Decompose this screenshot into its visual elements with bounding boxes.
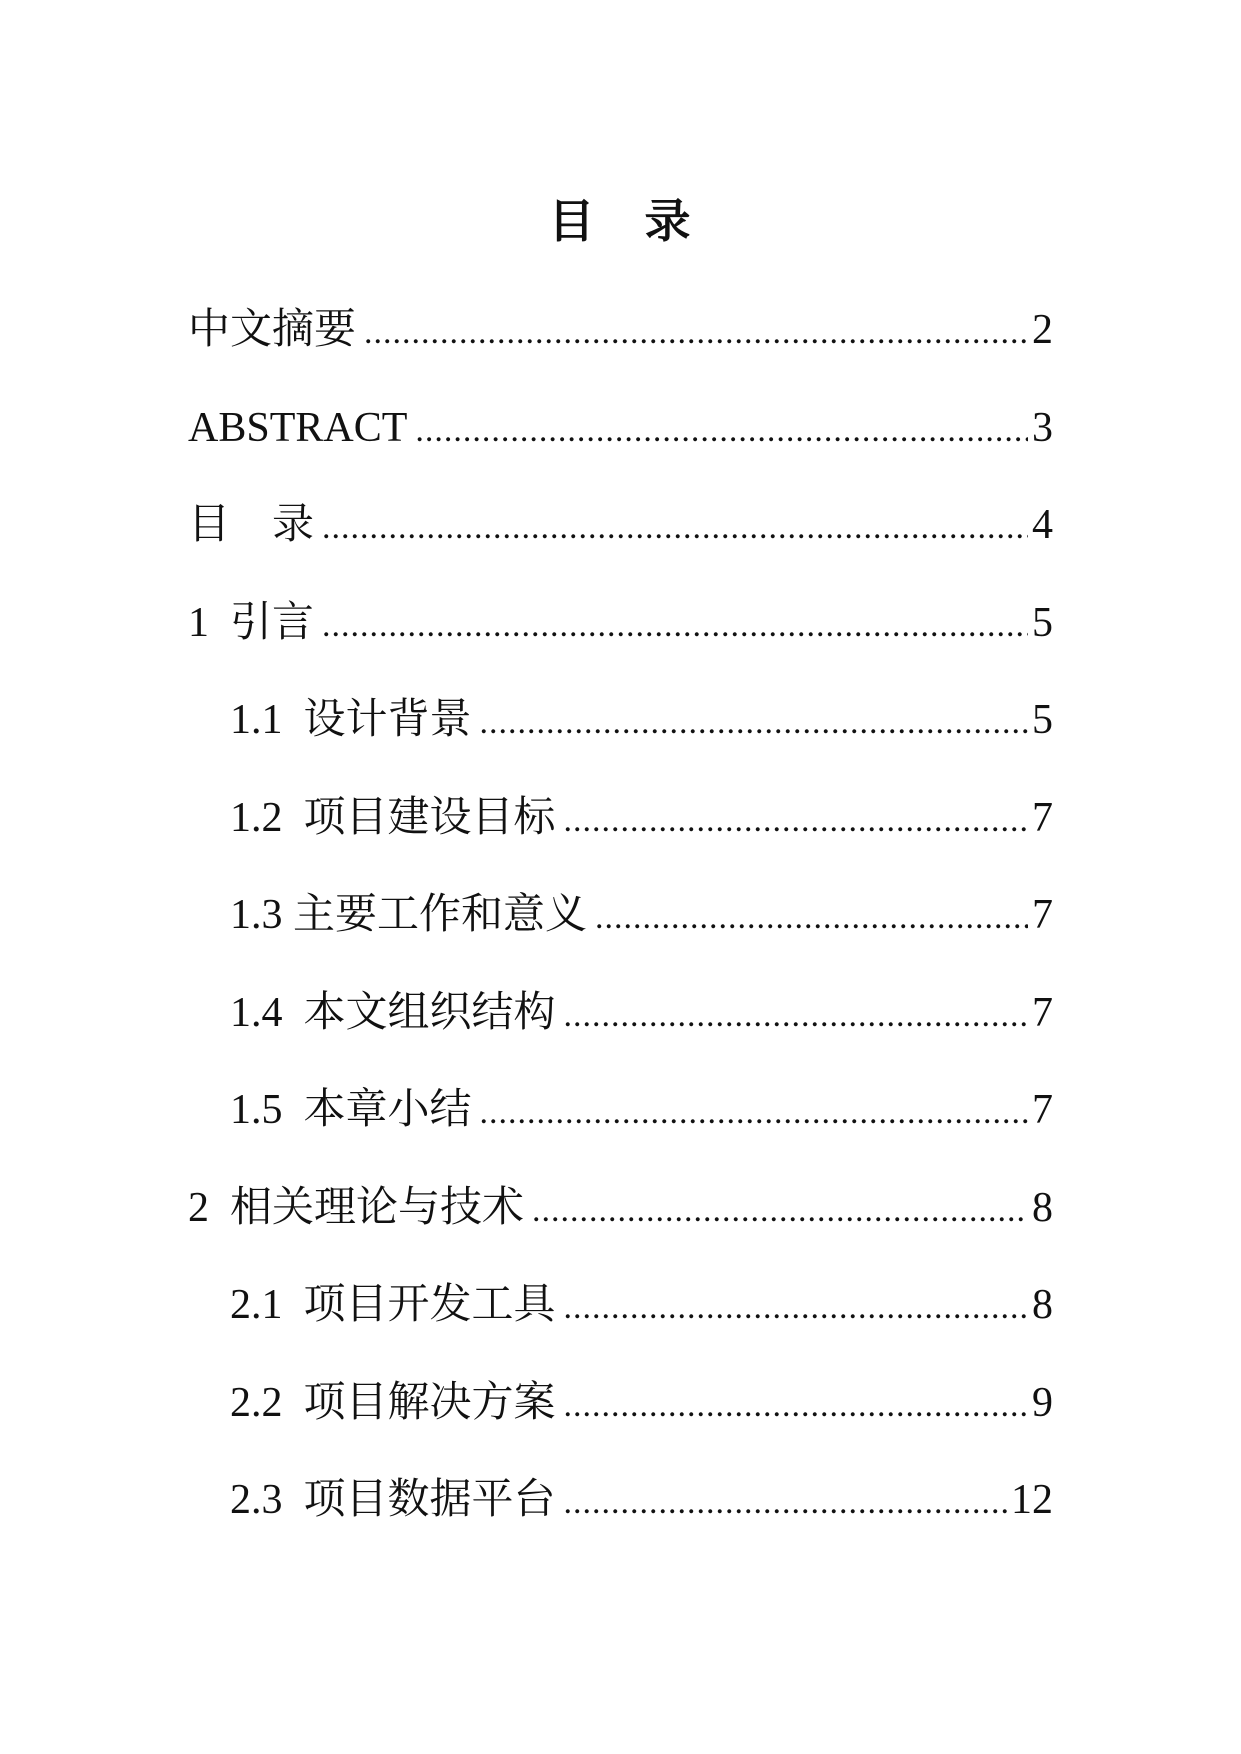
toc-entry-chapter-2[interactable] (188, 1178, 1053, 1276)
toc-entry-page: 7 (1032, 989, 1053, 1036)
dot-leader (480, 693, 1028, 753)
toc-entry-page: 8 (1032, 1282, 1053, 1328)
toc-entry-label: 1.4 本文组织结构 (230, 989, 556, 1036)
dot-leader (564, 791, 1028, 851)
toc-entry-page: 7 (1032, 892, 1053, 938)
toc-entry-page: 7 (1032, 794, 1053, 841)
toc-entry-section-1-2[interactable] (188, 788, 1053, 886)
toc-entry-contents[interactable] (188, 495, 1053, 593)
toc-entry-section-2-2[interactable] (188, 1373, 1053, 1471)
dot-leader (564, 986, 1028, 1046)
dot-leader (480, 1083, 1028, 1143)
toc-entry-page: 5 (1032, 697, 1053, 743)
toc-entry-label: 2.3 项目数据平台 (230, 1477, 556, 1523)
toc-entry-label: 1.1 设计背景 (230, 697, 472, 743)
dot-leader (322, 498, 1028, 558)
toc-entry-page: 12 (1011, 1477, 1053, 1523)
toc-entry-page: 9 (1032, 1379, 1053, 1426)
toc-entry-abstract-en[interactable] (188, 398, 1053, 496)
dot-leader (364, 303, 1028, 363)
toc-entry-abstract-cn[interactable] (188, 300, 1053, 398)
toc-entry-label: 1 引言 (188, 599, 315, 646)
toc-entry-section-1-5[interactable] (188, 1080, 1053, 1178)
toc-entry-label: ABSTRACT (188, 404, 408, 451)
toc-entry-label: 2.1 项目开发工具 (230, 1282, 556, 1328)
toc-entry-page: 5 (1032, 599, 1053, 646)
toc-entry-section-1-4[interactable] (188, 983, 1053, 1081)
toc-entry-page: 7 (1032, 1087, 1053, 1133)
toc-entry-page: 4 (1032, 502, 1053, 548)
toc-entry-label: 1.2 项目建设目标 (230, 794, 556, 841)
toc-entry-label: 1.5 本章小结 (230, 1087, 472, 1133)
toc-entry-section-1-3[interactable] (188, 885, 1053, 983)
dot-leader (595, 888, 1028, 948)
dot-leader (564, 1278, 1028, 1338)
toc-entry-label: 2.2 项目解决方案 (230, 1379, 556, 1426)
toc-entry-page: 3 (1032, 404, 1053, 451)
toc-entry-page: 8 (1032, 1184, 1053, 1231)
toc-entry-label: 中文摘要 (188, 307, 357, 353)
toc-entry-label: 目 录 (188, 502, 315, 548)
dot-leader (564, 1376, 1028, 1436)
toc-entry-label: 1.3 主要工作和意义 (230, 892, 588, 938)
toc-entry-section-1-1[interactable] (188, 690, 1053, 788)
toc-title: 目 录 (548, 196, 693, 247)
toc-list (188, 300, 1053, 1568)
toc-entry-section-2-3[interactable] (188, 1470, 1053, 1568)
dot-leader (564, 1473, 1007, 1533)
toc-entry-chapter-1[interactable] (188, 593, 1053, 691)
dot-leader (532, 1181, 1028, 1241)
toc-entry-page: 2 (1032, 307, 1053, 353)
dot-leader (415, 401, 1028, 461)
toc-entry-label: 2 相关理论与技术 (188, 1184, 525, 1231)
toc-entry-section-2-1[interactable] (188, 1275, 1053, 1373)
dot-leader (322, 596, 1028, 656)
